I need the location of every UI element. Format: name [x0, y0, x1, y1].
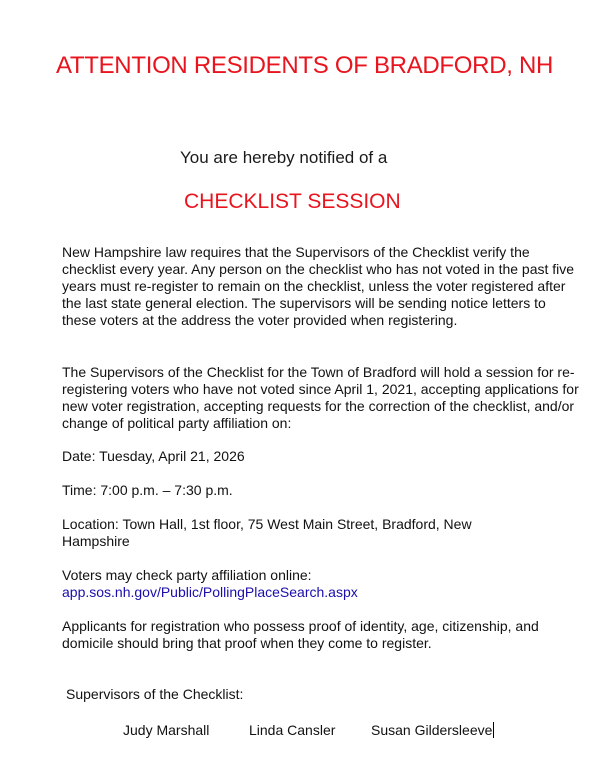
law-paragraph: New Hampshire law requires that the Supervisors of the Checklist verify the checklist every year. Any person on the checklist who has not voted in the past five years must re-register to remain on the checklist, unless the voter registered after the last state general election. The supervisors will be sending notice letters to these voters at the address the voter provided when registering. — [62, 244, 575, 328]
supervisors-label: Supervisors of the Checklist: — [66, 686, 244, 702]
supervisor-name-last — [371, 722, 494, 738]
check-online-line: Voters may check party affiliation online: — [62, 567, 312, 583]
notified-line: You are hereby notified of a — [180, 148, 388, 167]
session-paragraph: The Supervisors of the Checklist for the Town of Bradford will hold a session for re-registering voters who have not voted since April 1, 2021, accepting applications for new voter registration, accepting requests for the correction of the checklist, and/or change of political party affiliation on: — [62, 364, 579, 431]
date-line: Date: Tuesday, April 21, 2026 — [62, 448, 245, 464]
supervisor-name: Linda Cansler — [249, 722, 336, 738]
session-heading: CHECKLIST SESSION — [184, 190, 401, 213]
notice-title: ATTENTION RESIDENTS OF BRADFORD, NH — [55, 52, 554, 79]
polling-place-link[interactable]: app.sos.nh.gov/Public/PollingPlaceSearch.aspx — [62, 584, 358, 600]
supervisor-name: Susan Gildersleeve — [371, 722, 493, 738]
applicants-paragraph: Applicants for registration who possess proof of identity, age, citizenship, and domicile should bring that proof when they come to register. — [62, 618, 539, 651]
text-cursor — [493, 722, 494, 738]
location-line: Location: Town Hall, 1st floor, 75 West Main Street, Bradford, New Hampshire — [62, 516, 472, 549]
time-line: Time: 7:00 p.m. – 7:30 p.m. — [62, 482, 233, 498]
supervisor-name: Judy Marshall — [123, 722, 210, 738]
